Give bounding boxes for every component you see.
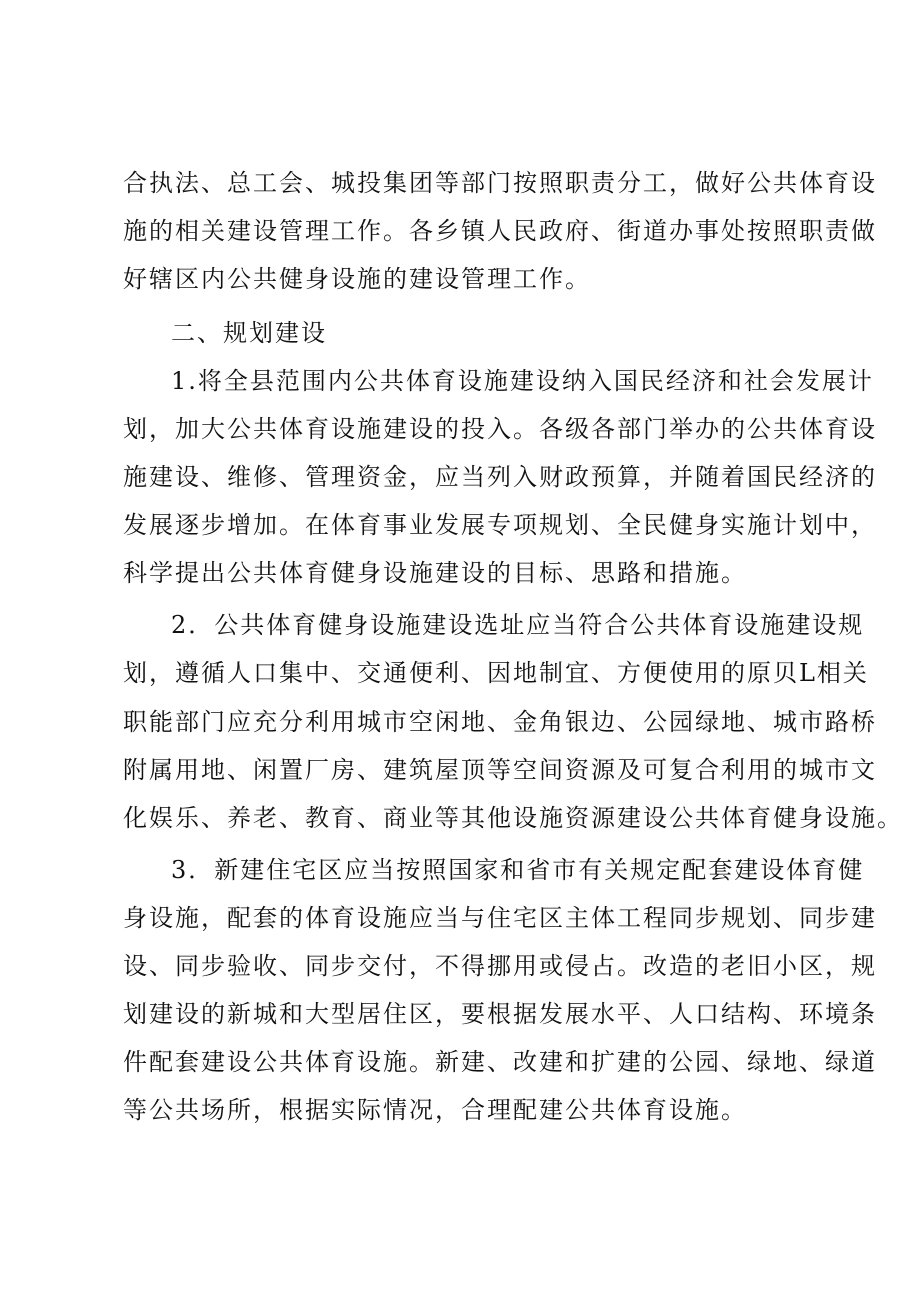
text-line: 2．公共体育健身设施建设选址应当符合公共体育设施建设规 xyxy=(171,611,865,639)
text-line: 划，遵循人口集中、交通便利、因地制宜、方便使用的原贝L相关 xyxy=(123,659,869,687)
text-line: 设、同步验收、同步交付，不得挪用或侵占。改造的老旧小区，规 xyxy=(123,952,877,980)
text-line: 科学提出公共体育健身设施建设的目标、思路和措施。 xyxy=(123,559,747,587)
text-line: 划建设的新城和大型居住区，要根据发展水平、人口结构、环境条 xyxy=(123,1000,877,1028)
text-line: 职能部门应充分利用城市空闲地、金角银边、公园绿地、城市路桥 xyxy=(123,708,877,736)
text-line: 身设施，配套的体育设施应当与住宅区主体工程同步规划、同步建 xyxy=(123,904,877,932)
text-line: 施的相关建设管理工作。各乡镇人民政府、街道办事处按照职责做 xyxy=(123,217,877,245)
text-line: 划，加大公共体育设施建设的投入。各级各部门举办的公共体育设 xyxy=(123,415,877,443)
text-line: 化娱乐、养老、教育、商业等其他设施资源建设公共体育健身设施。 xyxy=(123,804,903,832)
text-line: 合执法、总工会、城投集团等部门按照职责分工，做好公共体育设 xyxy=(123,169,877,197)
text-line: 3．新建住宅区应当按照国家和省市有关规定配套建设体育健 xyxy=(171,856,865,884)
text-line: 件配套建设公共体育设施。新建、改建和扩建的公园、绿地、绿道 xyxy=(123,1048,877,1076)
section-heading: 二、规划建设 xyxy=(171,319,327,347)
text-line: 1.将全县范围内公共体育设施建设纳入国民经济和社会发展计 xyxy=(171,367,874,395)
text-line: 等公共场所，根据实际情况，合理配建公共体育设施。 xyxy=(123,1096,747,1124)
text-line: 好辖区内公共健身设施的建设管理工作。 xyxy=(123,265,591,293)
text-line: 发展逐步增加。在体育事业发展专项规划、全民健身实施计划中， xyxy=(123,511,877,539)
text-line: 施建设、维修、管理资金，应当列入财政预算，并随着国民经济的 xyxy=(123,463,877,491)
text-line: 附属用地、闲置厂房、建筑屋顶等空间资源及可复合利用的城市文 xyxy=(123,756,877,784)
